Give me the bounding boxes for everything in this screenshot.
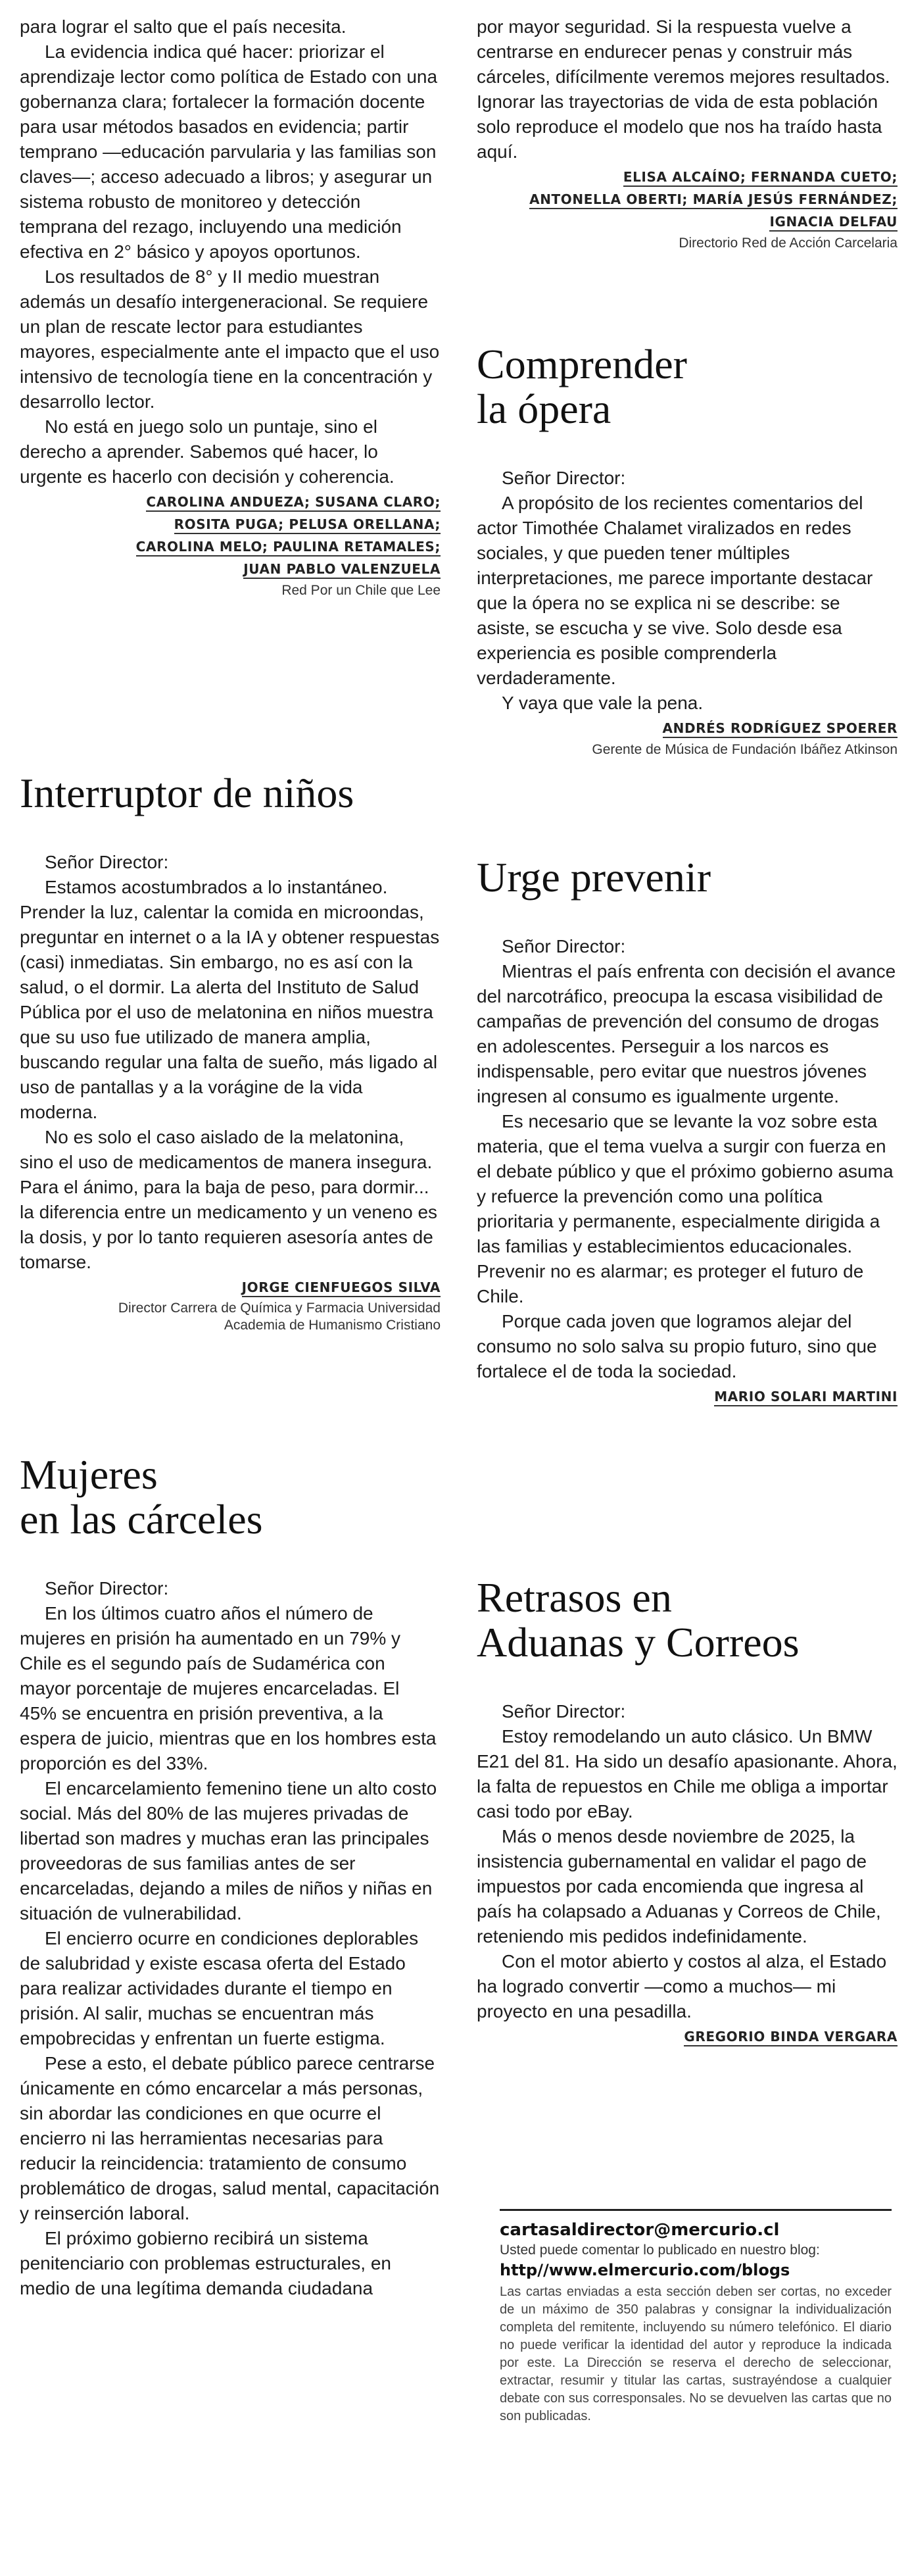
- signer-affiliation: [20, 1300, 441, 1334]
- signature-block: [477, 717, 898, 739]
- headline-line: Retrasos en: [477, 1574, 672, 1621]
- letter-paragraph: para lograr el salto que el país necesita.: [20, 16, 347, 37]
- letter-paragraph: Porque cada joven que logramos alejar del consumo no solo salva su propio futuro, sino que fortalece el de toda la sociedad.: [477, 1311, 877, 1381]
- affiliation-line: Director Carrera de Química y Farmacia Universidad: [118, 1300, 441, 1316]
- headline-line: Mujeres: [20, 1451, 158, 1498]
- signer-name: ANTONELLA OBERTI; MARÍA JESÚS FERNÁNDEZ;: [529, 191, 898, 209]
- signature-block: [477, 166, 898, 233]
- affiliation-line: Academia de Humanismo Cristiano: [224, 1318, 441, 1333]
- letter-comprender-opera: [477, 342, 898, 759]
- blog-note: Usted puede comentar lo publicado en nuestro blog:: [500, 2242, 820, 2258]
- letter-paragraph: Estoy remodelando un auto clásico. Un BMW E21 del 81. Ha sido un desafío apasionante. Ahora, la falta de repuestos en Chile me obliga a importar casi todo por eBay.: [477, 1726, 898, 1821]
- signer-affiliation: Red Por un Chile que Lee: [281, 583, 441, 598]
- signer-name: CAROLINA MELO; PAULINA RETAMALES;: [136, 539, 441, 557]
- letter-paragraph: Y vaya que vale la pena.: [502, 693, 704, 713]
- signer-affiliation: Directorio Red de Acción Carcelaria: [679, 235, 898, 251]
- letter-paragraph: El próximo gobierno recibirá un sistema penitenciario con problemas estructurales, en medio de una legítima demanda ciudadana: [20, 2228, 391, 2298]
- headline-line: Comprender: [477, 341, 687, 387]
- letter-paragraph: por mayor seguridad. Si la respuesta vuelve a centrarse en endurecer penas y construir más cárceles, difícilmente veremos mejores resultados. Ignorar las trayectorias de vida de esta población solo reproduce el modelo que nos ha traído hasta aquí.: [477, 16, 890, 162]
- signer-name: JORGE CIENFUEGOS SILVA: [242, 1279, 441, 1297]
- signer-name: ELISA ALCAÍNO; FERNANDA CUETO;: [623, 169, 898, 187]
- signer-name: MARIO SOLARI MARTINI: [714, 1389, 898, 1406]
- signer-name: JUAN PABLO VALENZUELA: [243, 561, 441, 579]
- headline: Interruptor de niños: [20, 770, 354, 816]
- letter-interruptor: [20, 771, 441, 1334]
- signer-name: GREGORIO BINDA VERGARA: [684, 2029, 898, 2046]
- blog-url-link[interactable]: http//www.elmercurio.com/blogs: [500, 2261, 790, 2279]
- letter-paragraph: Mientras el país enfrenta con decisión el avance del narcotráfico, preocupa la escasa visibilidad de campañas de prevención del consumo de drogas en adolescentes. Perseguir a los narcos es indispensable, pero evitar que nuestros jóvenes ingresen al consumo es igualmente urgente.: [477, 961, 896, 1106]
- letter-retrasos-aduanas: [477, 1575, 898, 2048]
- letter-paragraph: Los resultados de 8° y II medio muestran además un desafío intergeneracional. Se requiere un plan de rescate lector para estudiantes mayores, especialmente ante el impacto que el uso intensivo de tecnología tiene en la concentración y desarrollo lector.: [20, 266, 440, 412]
- salutation: Señor Director:: [45, 1578, 169, 1598]
- signature-block: [20, 491, 441, 580]
- contact-box: [500, 2209, 892, 2425]
- salutation: Señor Director:: [45, 852, 169, 872]
- headline-line: la ópera: [477, 385, 611, 432]
- headline: [477, 1575, 898, 1665]
- letter-paragraph: En los últimos cuatro años el número de mujeres en prisión ha aumentado en un 79% y Chile es el segundo país de Sudamérica con mayor porcentaje de mujeres encarceladas. El 45% se encuentra en prisión preventiva, a la espera de juicio, mientras que en los hombres esta proporción es del 33%.: [20, 1603, 437, 1773]
- letter-paragraph: Pese a esto, el debate público parece centrarse únicamente en cómo encarcelar a más personas, sin abordar las condiciones en que ocurre el encierro ni las herramientas necesarias para reducir la reincidencia: tratamiento de consumo problemático de drogas, salud mental, capacitación y reinserción laboral.: [20, 2053, 440, 2223]
- signature-block: [20, 1276, 441, 1299]
- letter-paragraph: Estamos acostumbrados a lo instantáneo. Prender la luz, calentar la comida en microondas, preguntar en internet o a la IA y obtener respuestas (casi) inmediatas. Sin embargo, no es así con la salud, o el dormir. La alerta del Instituto de Salud Pública por el uso de melatonina en niños muestra que su uso fue utilizado de manera amplia, buscando regular una falta de sueño, más ligado al uso de pantallas y a la vorágine de la vida moderna.: [20, 877, 440, 1122]
- letter-paragraph: El encarcelamiento femenino tiene un alto costo social. Más del 80% de las mujeres privadas de libertad son madres y muchas eran las principales proveedoras de sus familias antes de ser encarceladas, dejando a miles de niños y niñas en situación de vulnerabilidad.: [20, 1778, 437, 1923]
- letter-paragraph: No es solo el caso aislado de la melatonina, sino el uso de medicamentos de manera insegura. Para el ánimo, para la baja de peso, para dormir... la diferencia entre un medicamento y un veneno es la dosis, y por lo tanto requieren asesoría antes de tomarse.: [20, 1127, 438, 1272]
- letter-urge-prevenir: [477, 855, 898, 1408]
- letter-reading: [20, 14, 441, 600]
- signer-name: IGNACIA DELFAU: [769, 214, 898, 232]
- salutation: Señor Director:: [502, 1701, 626, 1721]
- salutation: Señor Director:: [502, 468, 626, 488]
- signature-block: [477, 2025, 898, 2048]
- headline-line: Aduanas y Correos: [477, 1619, 800, 1666]
- submission-rules: Las cartas enviadas a esta sección deben ser cortas, no exceder de un máximo de 350 palabras y consignar la individualización completa del remitente, incluyendo su número telefónico. El diario no puede verificar la identidad del autor y reproduce la indicada por este. La Dirección se reserva el derecho de seleccionar, extractar, resumir y titular las cartas, sustrayéndose a cualquier debate con sus corresponsales. No se devuelven las cartas que no son publicadas.: [500, 2285, 892, 2423]
- headline: [477, 342, 898, 432]
- contact-email-link[interactable]: cartasaldirector@mercurio.cl: [500, 2220, 780, 2240]
- letter-paragraph: El encierro ocurre en condiciones deplorables de salubridad y existe escasa oferta del Estado para realizar actividades durante el tiempo en prisión. Al salir, muchas se encuentran más empobrecidas y enfrentan un fuerte estigma.: [20, 1928, 419, 2048]
- headline-line: en las cárceles: [20, 1496, 263, 1543]
- signer-name: ROSITA PUGA; PELUSA ORELLANA;: [174, 516, 441, 534]
- letter-paragraph: Más o menos desde noviembre de 2025, la insistencia gubernamental en validar el pago de impuestos por cada encomienda que ingresa al país ha colapsado a Aduanas y Correos de Chile, reteniendo mis pedidos indefinidamente.: [477, 1826, 881, 1946]
- signature-block: [477, 1385, 898, 1408]
- letter-mujeres-carceles: [20, 1452, 441, 2301]
- headline: [20, 1452, 441, 1542]
- signer-name: CAROLINA ANDUEZA; SUSANA CLARO;: [146, 494, 441, 512]
- letter-paragraph: A propósito de los recientes comentarios del actor Timothée Chalamet viralizados en redes sociales, y que pueden tener múltiples interpretaciones, me parece importante destacar que la ópera no se explica ni se describe: se asiste, se escucha y se vive. Solo desde esa experiencia es posible comprenderla verdaderamente.: [477, 493, 873, 688]
- letter-paragraph: Con el motor abierto y costos al alza, el Estado ha logrado convertir —como a muchos— mi proyecto en una pesadilla.: [477, 1951, 887, 2021]
- signer-affiliation: Gerente de Música de Fundación Ibáñez Atkinson: [592, 742, 898, 757]
- letter-paragraph: No está en juego solo un puntaje, sino el derecho a aprender. Sabemos qué hacer, lo urgente es hacerlo con decisión y coherencia.: [20, 416, 395, 487]
- signer-name: ANDRÉS RODRÍGUEZ SPOERER: [663, 720, 898, 738]
- salutation: Señor Director:: [502, 936, 626, 956]
- letter-paragraph: La evidencia indica qué hacer: priorizar el aprendizaje lector como política de Estado con una gobernanza clara; fortalecer la formación docente para usar métodos basados en evidencia; partir temprano —educación parvularia y las familias son claves—; acceso adecuado a libros; y asegurar un sistema robusto de monitoreo y detección temprana del rezago, incluyendo una medición efectiva en 2° básico y apoyos oportunos.: [20, 41, 438, 262]
- headline: Urge prevenir: [477, 854, 711, 901]
- letter-paragraph: Es necesario que se levante la voz sobre esta materia, que el tema vuelva a surgir con fuerza en el debate público y que el próximo gobierno asuma y refuerce la prevención como una política prioritaria y permanente, especialmente dirigida a las familias y establecimientos educacionales. Prevenir no es alarmar; es proteger el futuro de Chile.: [477, 1111, 894, 1306]
- letter-mujeres-continuation: [477, 14, 898, 253]
